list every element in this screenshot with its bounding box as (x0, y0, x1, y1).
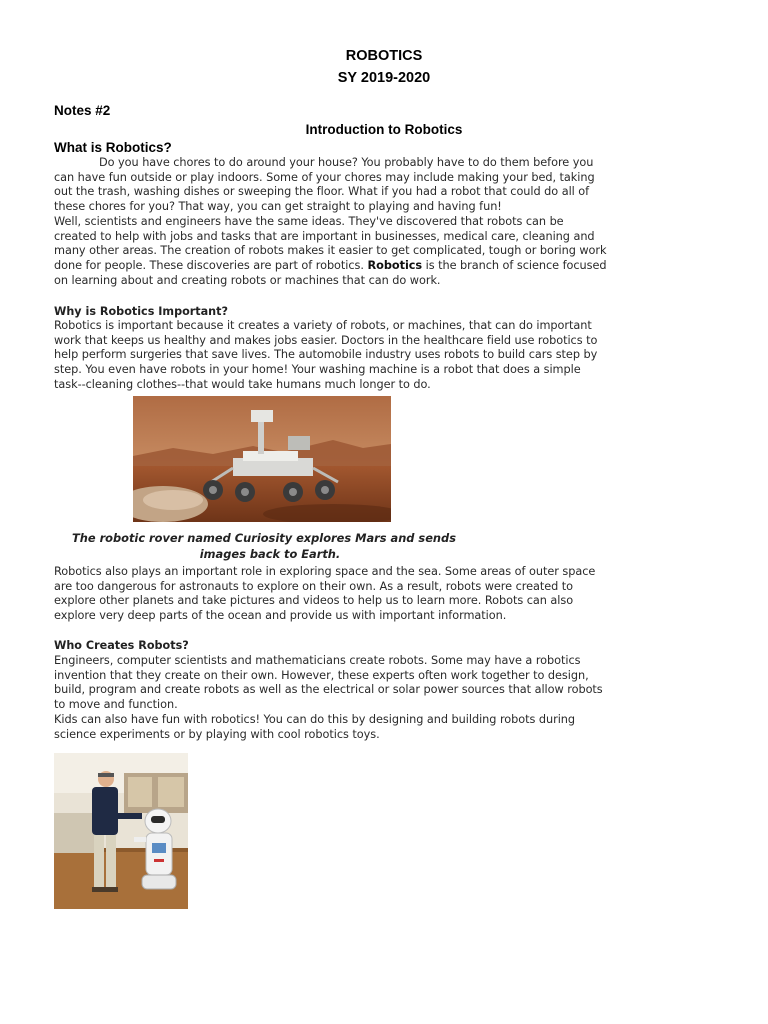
text-line: science experiments or by playing with cool robotics toys. (54, 727, 380, 741)
notes-label: Notes #2 (54, 103, 111, 118)
robot-handshake-photo (54, 753, 188, 909)
bold-term-robotics: Robotics (367, 258, 423, 272)
paragraph-what-is-robotics (54, 156, 714, 288)
text-line: created to help with jobs and tasks that are important in businesses, medical care, cleaning and (54, 229, 595, 243)
heading-why-robotics-important: Why is Robotics Important? (54, 305, 228, 318)
text-line: to move and function. (54, 698, 178, 712)
text-line: can have fun outside or play indoors. Some of your chores may include making your bed, taking (54, 170, 595, 184)
text-line: Well, scientists and engineers have the same ideas. They've discovered that robots can be (54, 214, 564, 228)
mars-rover-illustration (133, 396, 391, 522)
text-line: explore very deep parts of the ocean and provide us with important information. (54, 609, 507, 623)
text-line (54, 259, 714, 274)
text-line: step. You even have robots in your home! Your washing machine is a robot that does a simple (54, 363, 581, 377)
heading-what-is-robotics: What is Robotics? (54, 140, 172, 155)
document-title: ROBOTICS (345, 48, 423, 64)
school-year: SY 2019-2020 (337, 70, 431, 86)
text-line: on learning about and creating robots or machines that can do work. (54, 273, 441, 287)
text-fragment: done for people. These discoveries are part of robotics. (54, 258, 368, 272)
text-line: build, program and create robots as well as the electrical or solar power sources that allow robots (54, 683, 603, 697)
text-line: Do you have chores to do around your house? You probably have to do them before you (99, 156, 594, 169)
text-line: task--cleaning clothes--that would take humans much longer to do. (54, 377, 431, 391)
text-line: invention that they create on their own. However, these experts often work together to design, (54, 668, 589, 682)
text-line: out the trash, washing dishes or sweeping the floor. What if you had a robot that could do all of (54, 185, 590, 199)
text-line: Engineers, computer scientists and mathematicians create robots. Some may have a robotics (54, 654, 581, 667)
text-line: Kids can also have fun with robotics! You can do this by designing and building robots during (54, 712, 576, 726)
paragraph-who-creates-robots (54, 654, 714, 742)
paragraph-space-and-sea (54, 565, 714, 624)
document-subtitle: Introduction to Robotics (305, 122, 463, 137)
text-line: help perform surgeries that save lives. The automobile industry uses robots to build cars step by (54, 348, 598, 362)
text-line: these chores for you? That way, you can get straight to playing and having fun! (54, 200, 502, 214)
caption-line: images back to Earth. (199, 546, 341, 561)
text-line: are too dangerous for astronauts to explore on their own. As a result, robots were created to (54, 579, 574, 593)
text-line: work that keeps us healthy and makes jobs easier. Doctors in the healthcare field use robotics to (54, 333, 598, 347)
text-fragment: is the branch of science focused (422, 258, 607, 272)
man-and-robot-illustration (54, 753, 188, 909)
text-line: many other areas. The creation of robots makes it easier to get complicated, tough or boring work (54, 244, 607, 258)
caption-line: The robotic rover named Curiosity explores Mars and sends (72, 531, 456, 545)
text-line: explore other planets and take pictures and videos to help us to learn more. Robots can also (54, 594, 574, 608)
rover-photo-caption (54, 531, 474, 562)
mars-rover-photo (133, 396, 391, 522)
paragraph-why-robotics-important (54, 319, 714, 393)
heading-who-creates-robots: Who Creates Robots? (54, 639, 189, 652)
text-line: Robotics also plays an important role in exploring space and the sea. Some areas of outer space (54, 565, 596, 578)
text-line: Robotics is important because it creates a variety of robots, or machines, that can do important (54, 319, 592, 332)
